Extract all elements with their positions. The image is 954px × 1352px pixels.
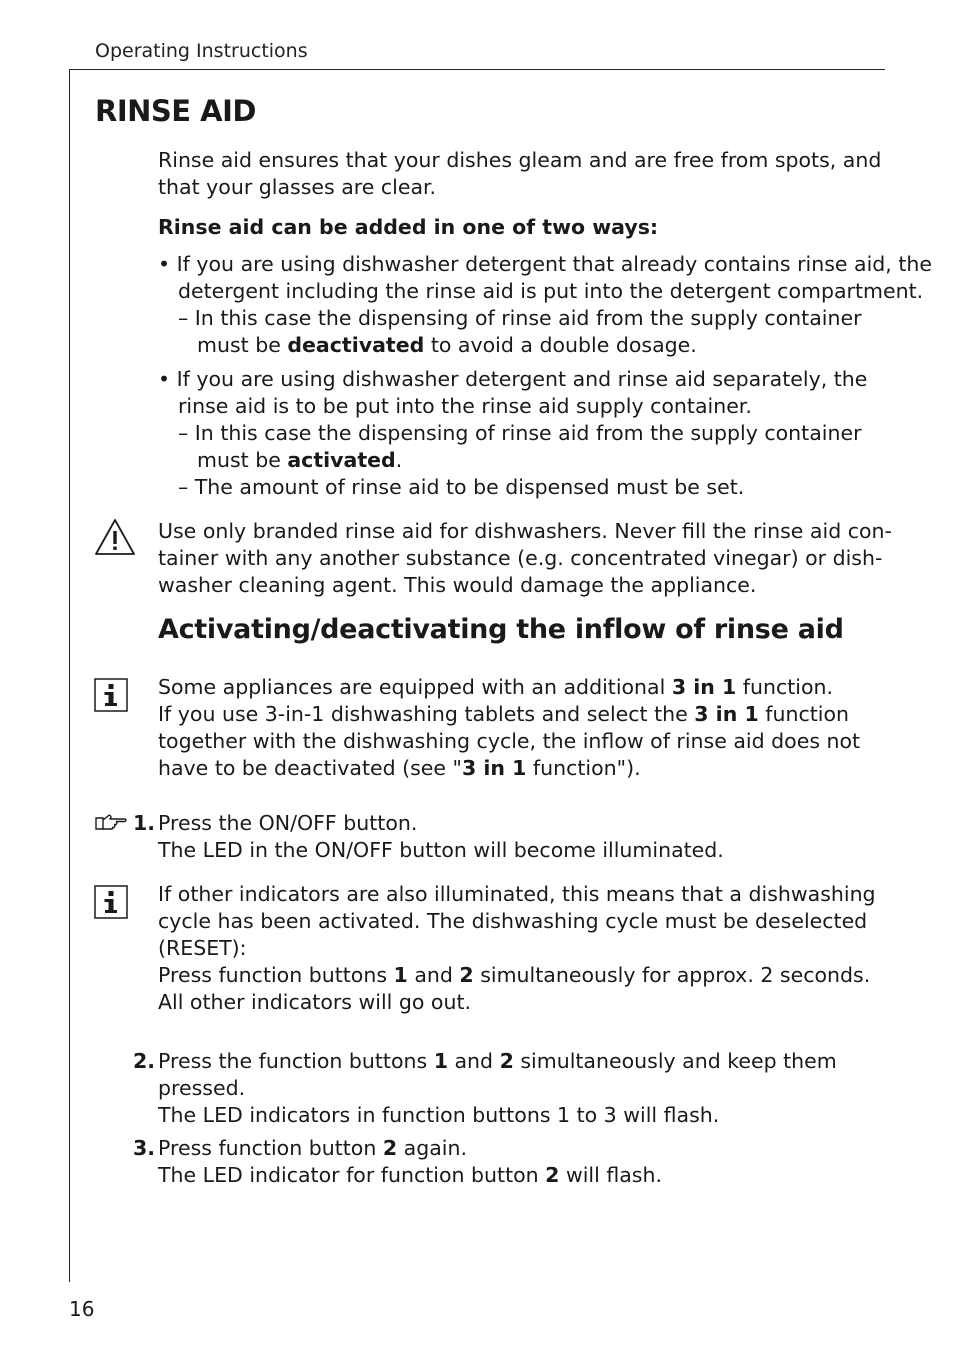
margin-rule [69, 69, 70, 1282]
info-2-line-3: (RESET): [158, 936, 247, 960]
bullet-1-sub-line-1: – In this case the dispensing of rinse aid from the supply container [178, 306, 862, 330]
info-icon [94, 885, 128, 919]
warning-icon [94, 518, 128, 556]
info-2-line-2: cycle has been activated. The dishwashing cycle must be deselected [158, 909, 868, 933]
bullet-2-line-1: • If you are using dishwasher detergent and rinse aid separately, the [158, 367, 868, 391]
step-1-line-1: Press the ON/OFF button. [158, 811, 418, 835]
section-title: RINSE AID [95, 94, 256, 128]
info-2-line-4: Press function buttons 1 and 2 simultaneously for approx. 2 seconds. [158, 963, 871, 987]
warning-line-3: washer cleaning agent. This would damage the appliance. [158, 573, 757, 597]
bullet-1-line-2: detergent including the rinse aid is put into the detergent compartment. [178, 279, 924, 303]
step-3-number: 3. [133, 1136, 156, 1160]
subsection-title: Activating/deactivating the inflow of rinse aid [158, 614, 844, 645]
info-1-line-1: Some appliances are equipped with an additional 3 in 1 function. [158, 675, 834, 699]
bullet-2-line-2: rinse aid is to be put into the rinse aid supply container. [178, 394, 752, 418]
ways-heading: Rinse aid can be added in one of two ways: [158, 215, 659, 239]
step-1-line-2: The LED in the ON/OFF button will become illuminated. [158, 838, 724, 862]
info-2-line-1: If other indicators are also illuminated, this means that a dishwashing [158, 882, 876, 906]
bullet-1-line-1: • If you are using dishwasher detergent that already contains rinse aid, the [158, 252, 932, 276]
page-number: 16 [69, 1297, 95, 1321]
warning-line-1: Use only branded rinse aid for dishwashers. Never fill the rinse aid con- [158, 519, 892, 543]
step-2-number: 2. [133, 1049, 156, 1073]
bullet-2-sub-line-1: – In this case the dispensing of rinse aid from the supply container [178, 421, 862, 445]
info-icon [94, 678, 128, 712]
header-title: Operating Instructions [95, 40, 308, 62]
info-1-line-2: If you use 3-in-1 dishwashing tablets and select the 3 in 1 function [158, 702, 849, 726]
bullet-1-sub-line-2: must be deactivated to avoid a double dosage. [197, 333, 697, 357]
intro-line-1: Rinse aid ensures that your dishes gleam and are free from spots, and [158, 148, 882, 172]
pointing-hand-icon [94, 812, 130, 838]
step-1-number: 1. [133, 811, 156, 835]
bullet-2-sub2-line-1: – The amount of rinse aid to be dispensed must be set. [178, 475, 745, 499]
header-rule [69, 69, 885, 70]
step-2-line-2: pressed. [158, 1076, 246, 1100]
step-3-line-2: The LED indicator for function button 2 will flash. [158, 1163, 662, 1187]
info-1-line-4: have to be deactivated (see "3 in 1 function"). [158, 756, 641, 780]
bullet-2-sub-line-2: must be activated. [197, 448, 403, 472]
warning-line-2: tainer with any another substance (e.g. concentrated vinegar) or dish- [158, 546, 883, 570]
step-3-line-1: Press function button 2 again. [158, 1136, 467, 1160]
step-2-line-1: Press the function buttons 1 and 2 simultaneously and keep them [158, 1049, 837, 1073]
intro-line-2: that your glasses are clear. [158, 175, 437, 199]
info-2-line-5: All other indicators will go out. [158, 990, 472, 1014]
step-2-line-3: The LED indicators in function buttons 1 to 3 will flash. [158, 1103, 720, 1127]
info-1-line-3: together with the dishwashing cycle, the inflow of rinse aid does not [158, 729, 861, 753]
